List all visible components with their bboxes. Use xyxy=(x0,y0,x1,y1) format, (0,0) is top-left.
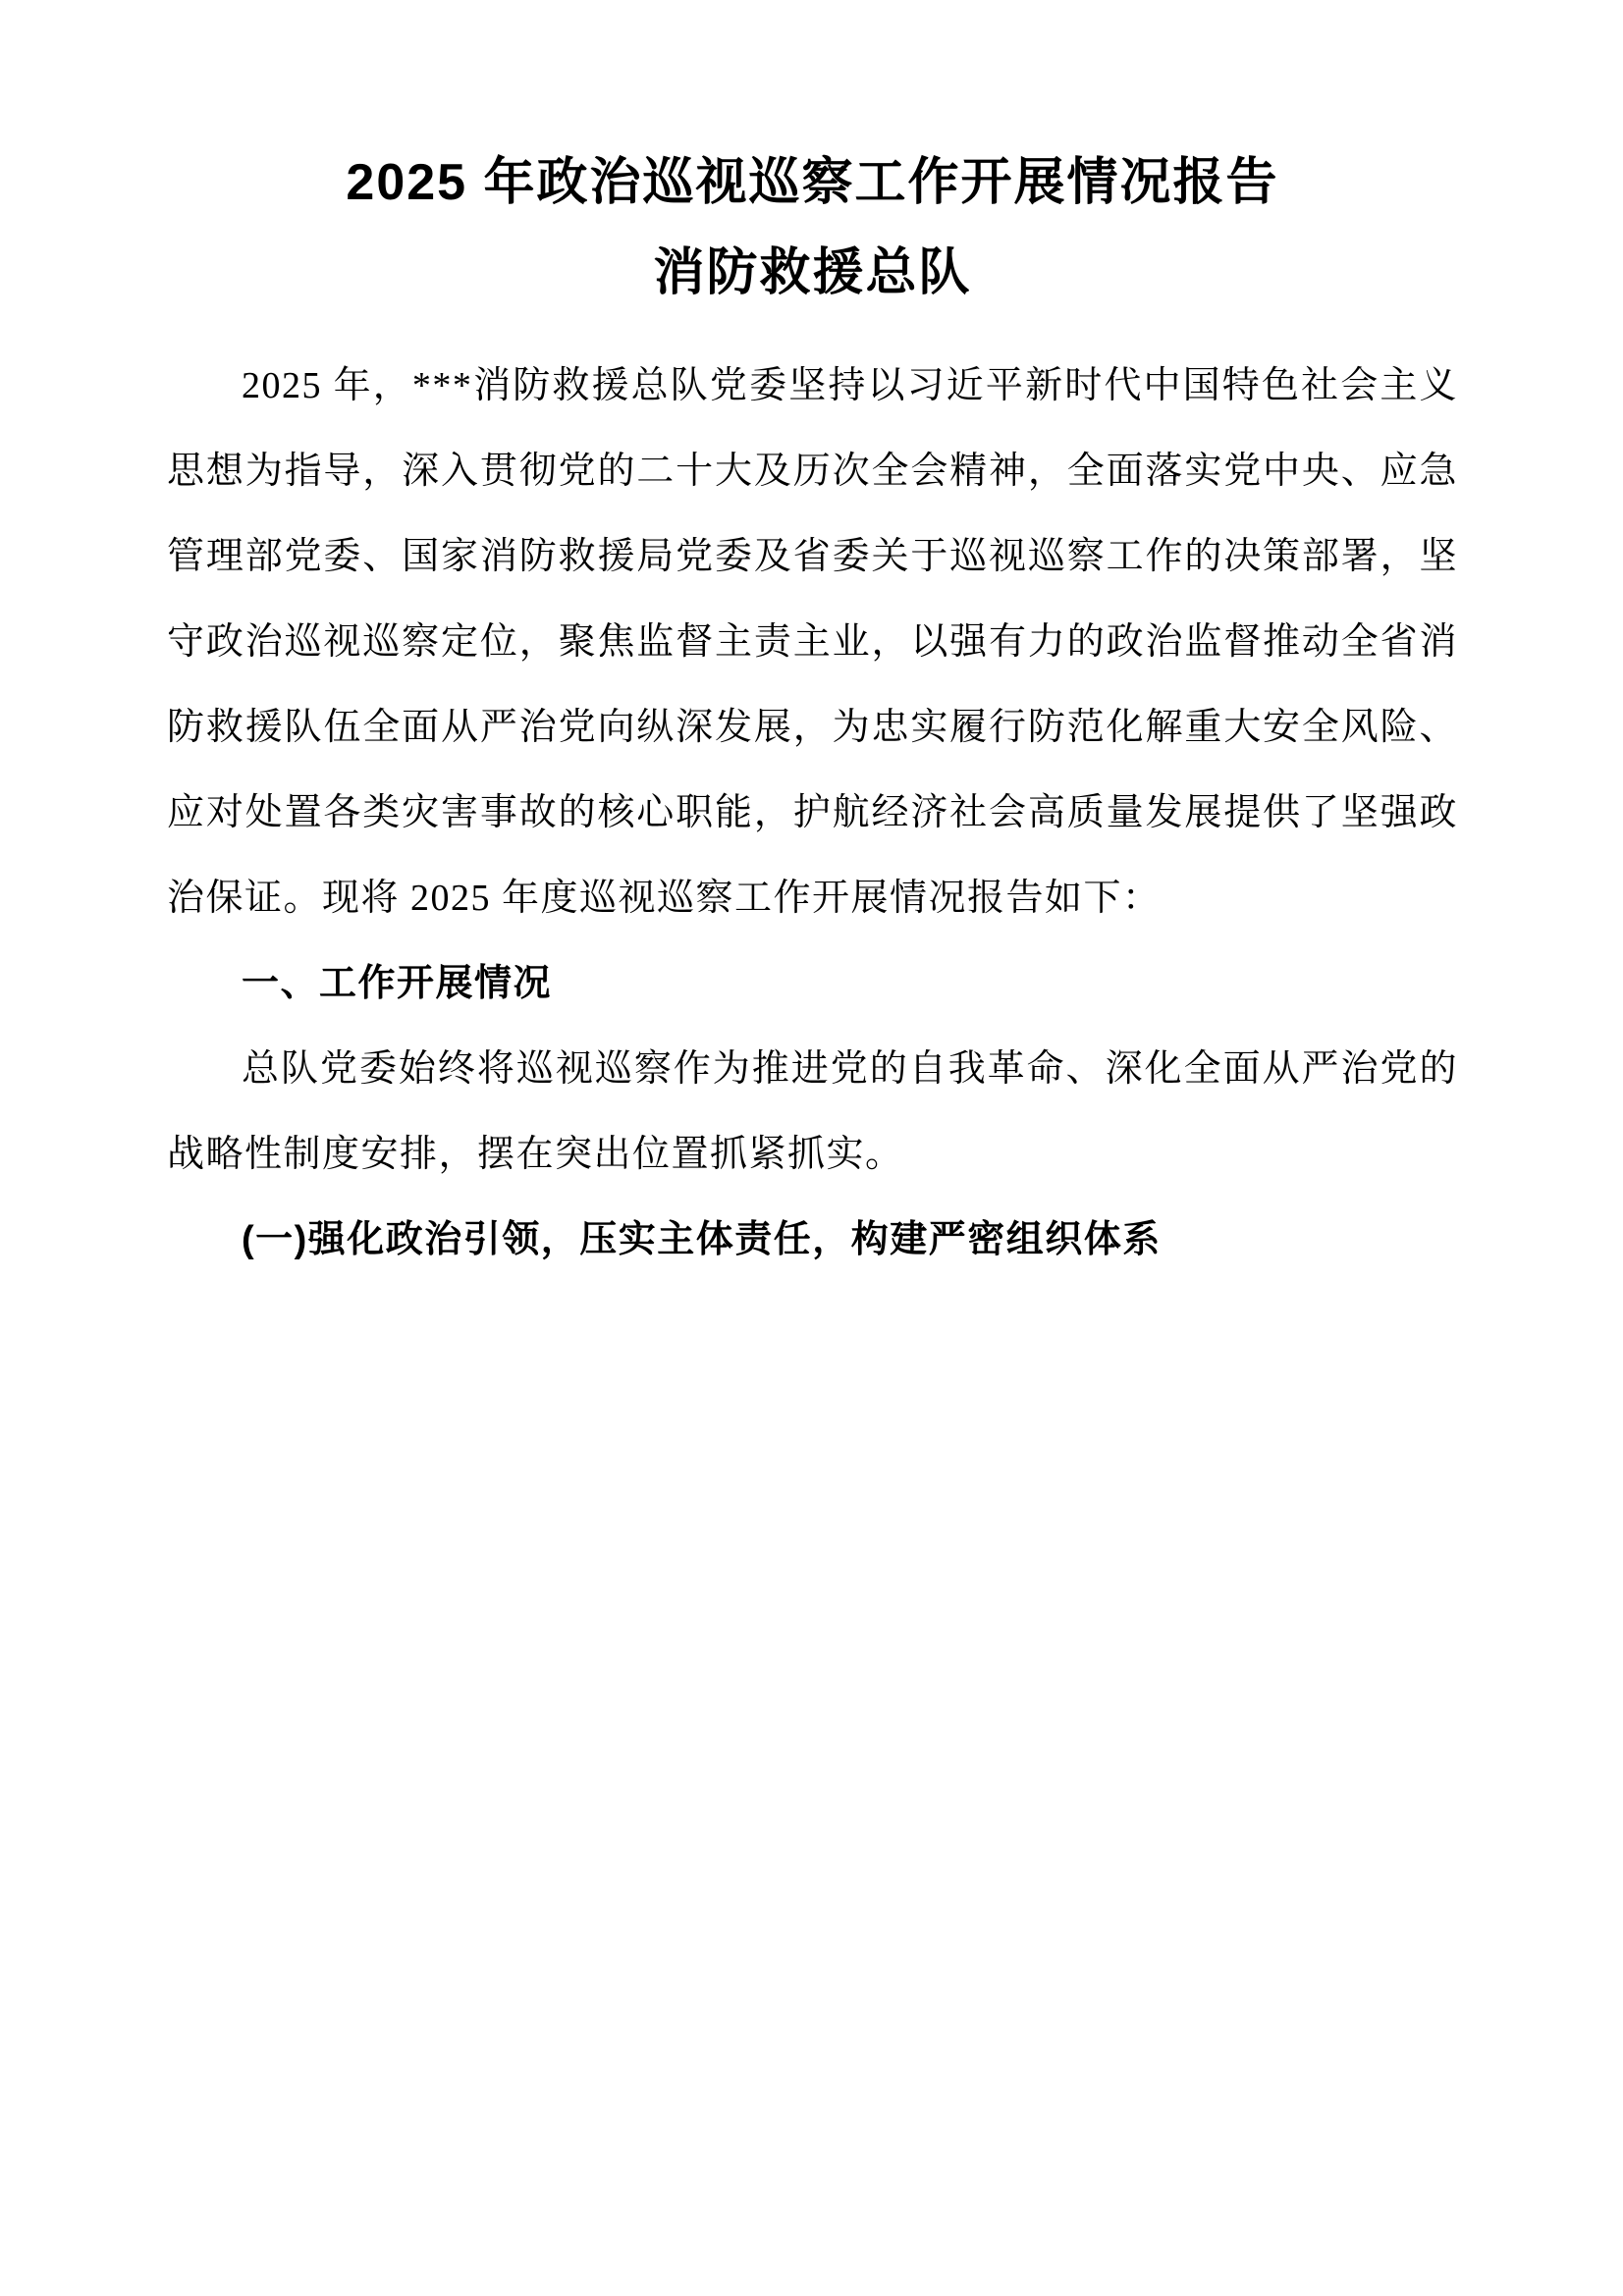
subsection-heading-political-leadership: (一)强化政治引领，压实主体责任，构建严密组织体系 xyxy=(242,1219,1162,1260)
paragraph-overview: 总队党委始终将巡视巡察作为推进党的自我革命、深化全面从严治党的战略性制度安排，摆在突出位置抓紧抓实。 xyxy=(167,1048,1458,1175)
document-title-line-1: 2025 年政治巡视巡察工作开展情况报告 xyxy=(346,154,1279,211)
paragraph-intro: 2025 年，***消防救援总队党委坚持以习近平新时代中国特色社会主义思想为指导，深入贯彻党的二十大及历次全会精神，全面落实党中央、应急管理部党委、国家消防救援局党委及省委关于巡视巡察工作的决策部署，坚守政治巡视巡察定位，聚焦监督主责主业，以强有力的政治监督推动全省消防救援队伍全面从严治党向纵深发展，为忠实履行防范化解重大安全风险、应对处置各类灾害事故的核心职能，护航经济社会高质量发展提供了坚强政治保证。现将 2025 年度巡视巡察工作开展情况报告如下： xyxy=(167,365,1458,919)
document-title-line-2: 消防救援总队 xyxy=(653,244,972,301)
section-heading-work-progress: 一、工作开展情况 xyxy=(242,963,553,1004)
